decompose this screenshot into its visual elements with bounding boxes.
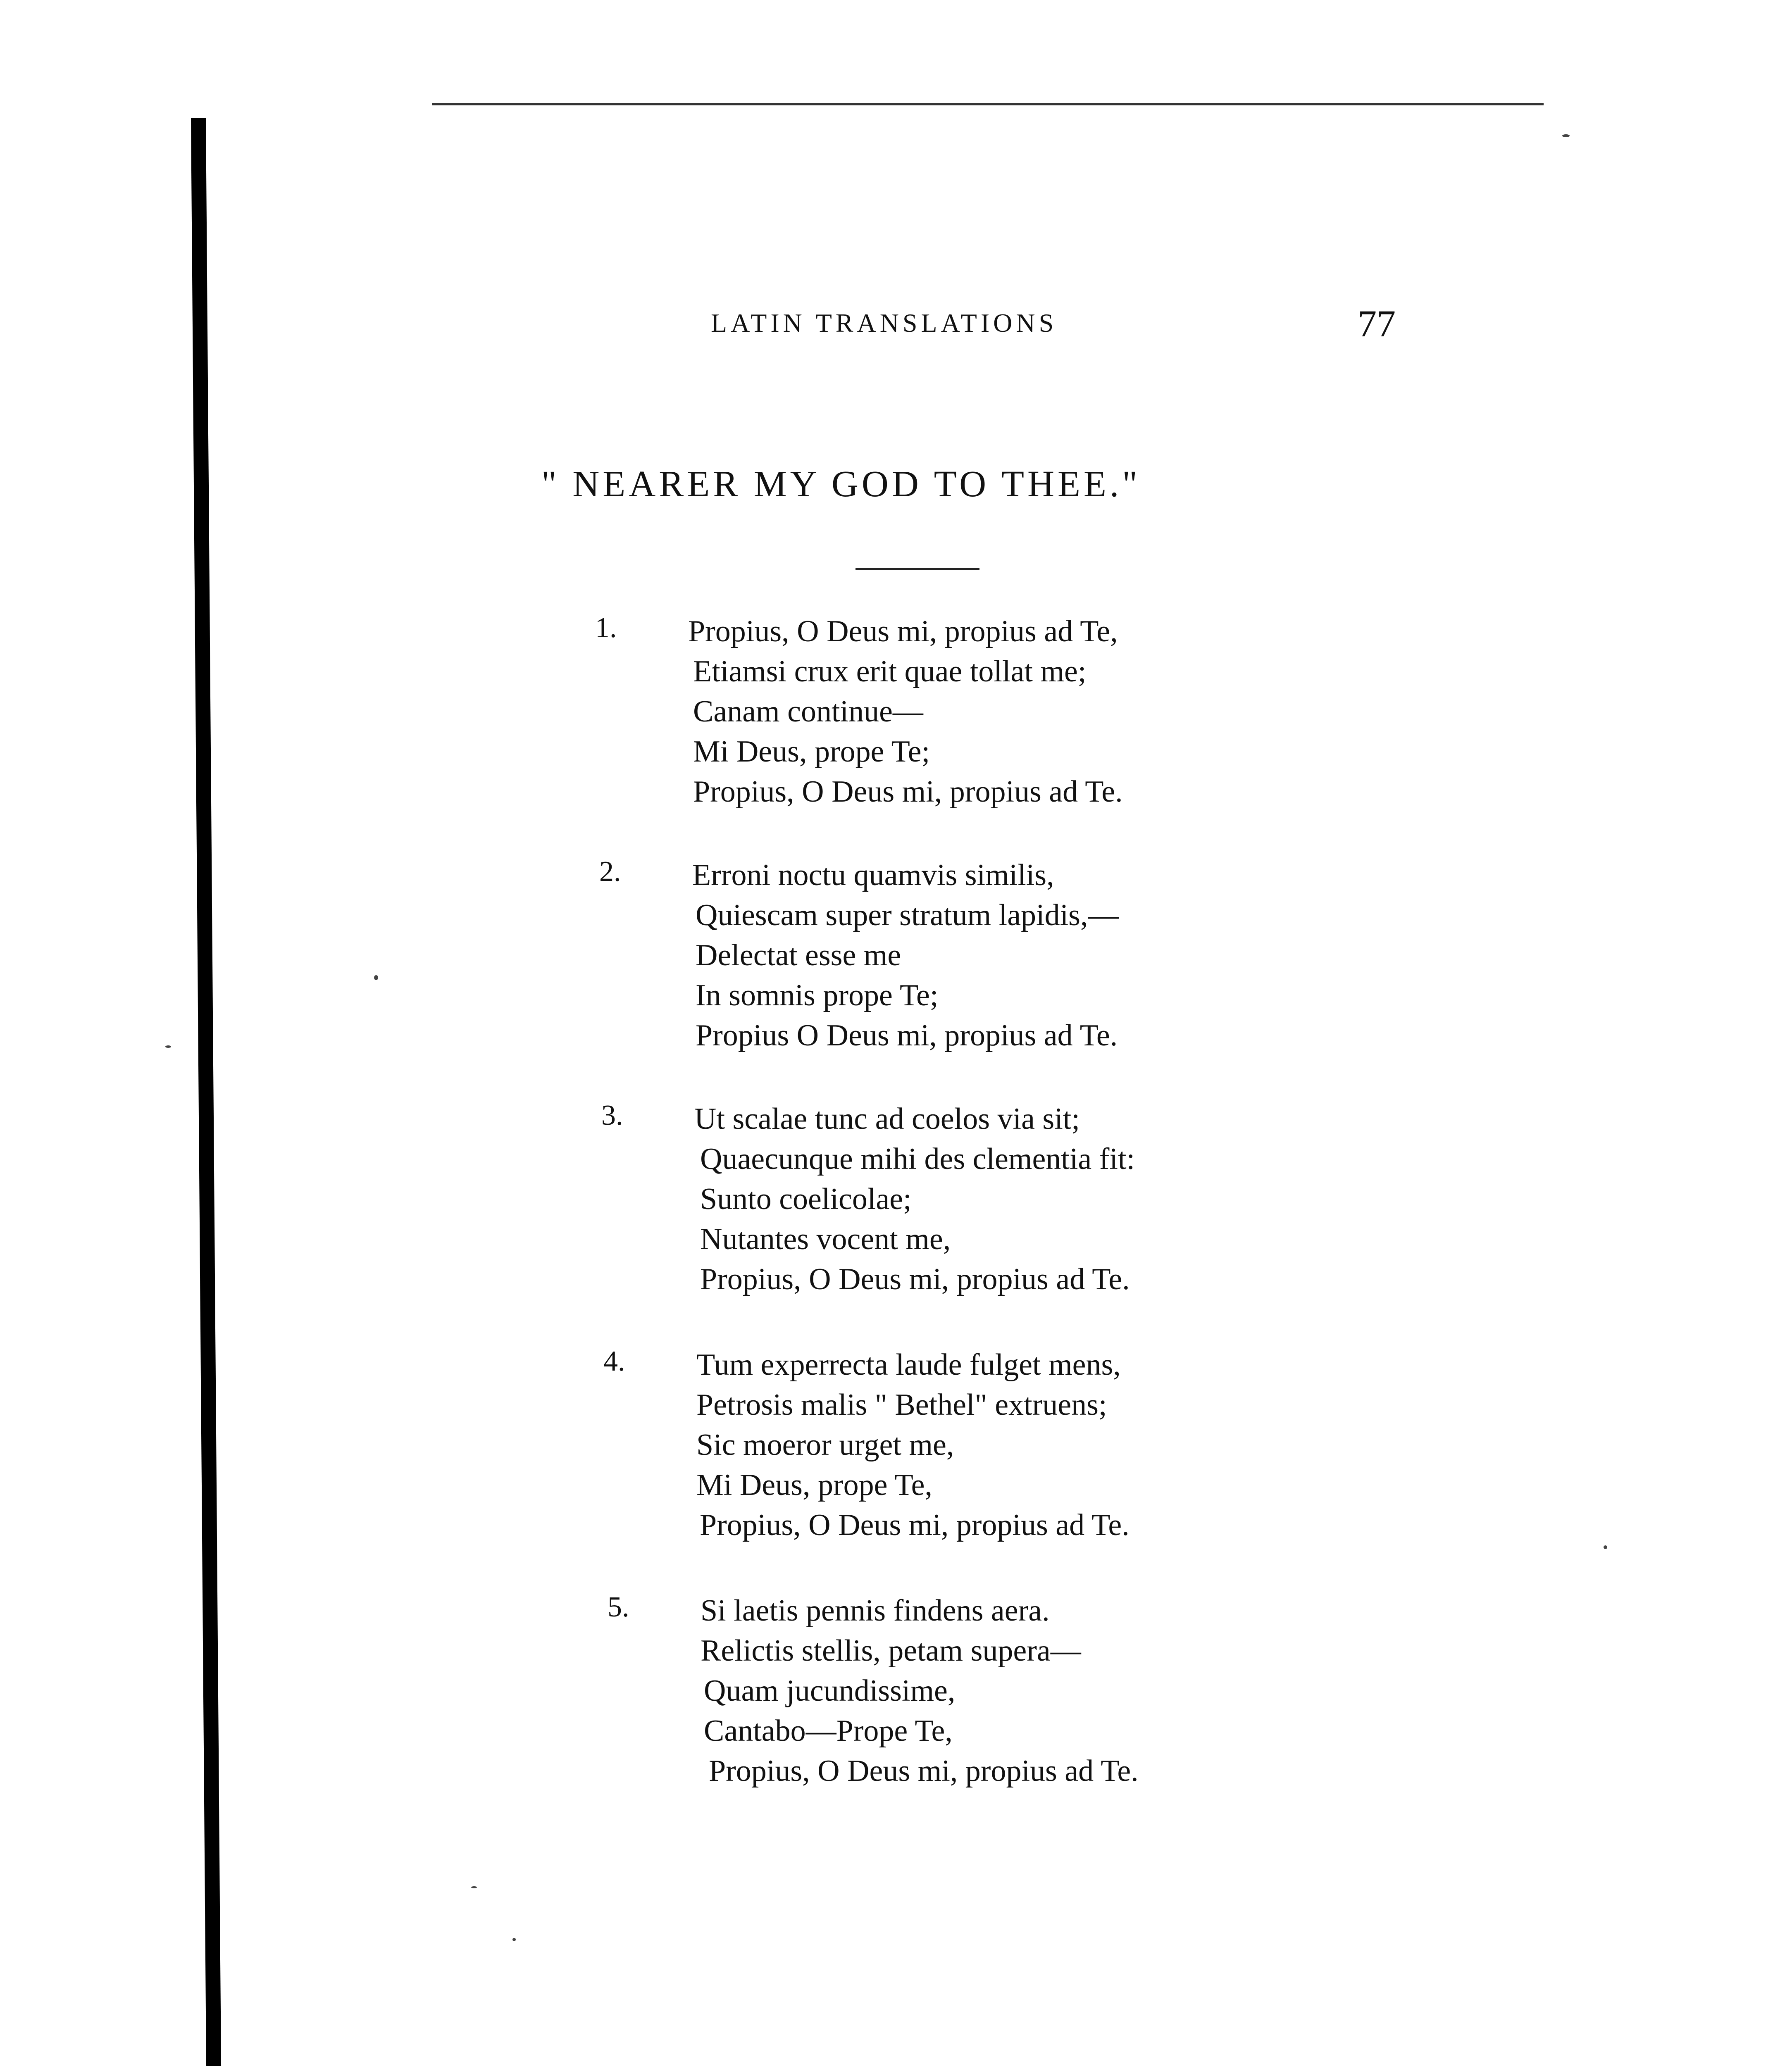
stanza-number: 4. (603, 1345, 625, 1377)
stanza-lines (688, 612, 1123, 812)
scan-speck (165, 1045, 171, 1048)
verse-line: Erroni noctu quamvis similis, (692, 858, 1054, 892)
verse-line: Mi Deus, prope Te, (696, 1468, 932, 1502)
verse-line: Quam jucundissime, (704, 1674, 956, 1708)
stanza-number: 2. (599, 856, 621, 888)
stanza-number: 1. (595, 612, 617, 644)
verse-line: Relictis stellis, petam supera— (701, 1634, 1081, 1668)
verse-line: Propius, O Deus mi, propius ad Te. (693, 775, 1123, 809)
verse-line: Sunto coelicolae; (700, 1182, 912, 1216)
verse-line: Propius, O Deus mi, propius ad Te. (709, 1754, 1139, 1788)
stanza-lines (694, 1099, 1135, 1300)
verse-line: Propius, O Deus mi, propius ad Te. (700, 1262, 1130, 1296)
verse-line: In somnis prope Te; (696, 978, 939, 1012)
verse-line: Sic moeror urget me, (696, 1428, 954, 1462)
page-binding-shadow (191, 118, 222, 2066)
stanza-lines (696, 1345, 1130, 1545)
verse-line: Petrosis malis " Bethel" extruens; (696, 1388, 1107, 1422)
verse-line: Propius, O Deus mi, propius ad Te. (700, 1508, 1130, 1542)
scan-speck (374, 975, 378, 980)
scan-speck (471, 1886, 477, 1888)
verse-line: Delectat esse me (696, 938, 901, 972)
scan-speck (1604, 1545, 1607, 1549)
hymn-title: " NEARER MY GOD TO THEE." (541, 464, 1141, 505)
verse-line: Cantabo—Prope Te, (704, 1714, 953, 1748)
running-head: LATIN TRANSLATIONS (711, 308, 1058, 338)
verse-line: Tum experrecta laude fulget mens, (696, 1348, 1121, 1382)
verse-line: Propius O Deus mi, propius ad Te. (696, 1019, 1118, 1052)
verse-line: Nutantes vocent me, (700, 1222, 951, 1256)
page-number: 77 (1358, 302, 1396, 345)
top-rule (432, 103, 1544, 105)
stanza-number: 3. (601, 1100, 623, 1131)
stanza-number: 5. (608, 1591, 629, 1623)
stanza-lines (692, 855, 1118, 1056)
verse-line: Mi Deus, prope Te; (693, 735, 930, 769)
scan-speck (1562, 134, 1570, 137)
verse-line: Quiescam super stratum lapidis,— (696, 898, 1119, 932)
verse-line: Etiamsi crux erit quae tollat me; (693, 655, 1087, 688)
verse-line: Canam continue— (693, 695, 923, 728)
scan-speck (512, 1938, 516, 1941)
verse-line: Propius, O Deus mi, propius ad Te, (688, 614, 1118, 648)
stanza-lines (701, 1591, 1139, 1791)
verse-line: Quaecunque mihi des clementia fit: (700, 1142, 1135, 1176)
verse-line: Si laetis pennis findens aera. (701, 1594, 1050, 1628)
title-divider (855, 568, 979, 570)
verse-line: Ut scalae tunc ad coelos via sit; (694, 1102, 1080, 1136)
